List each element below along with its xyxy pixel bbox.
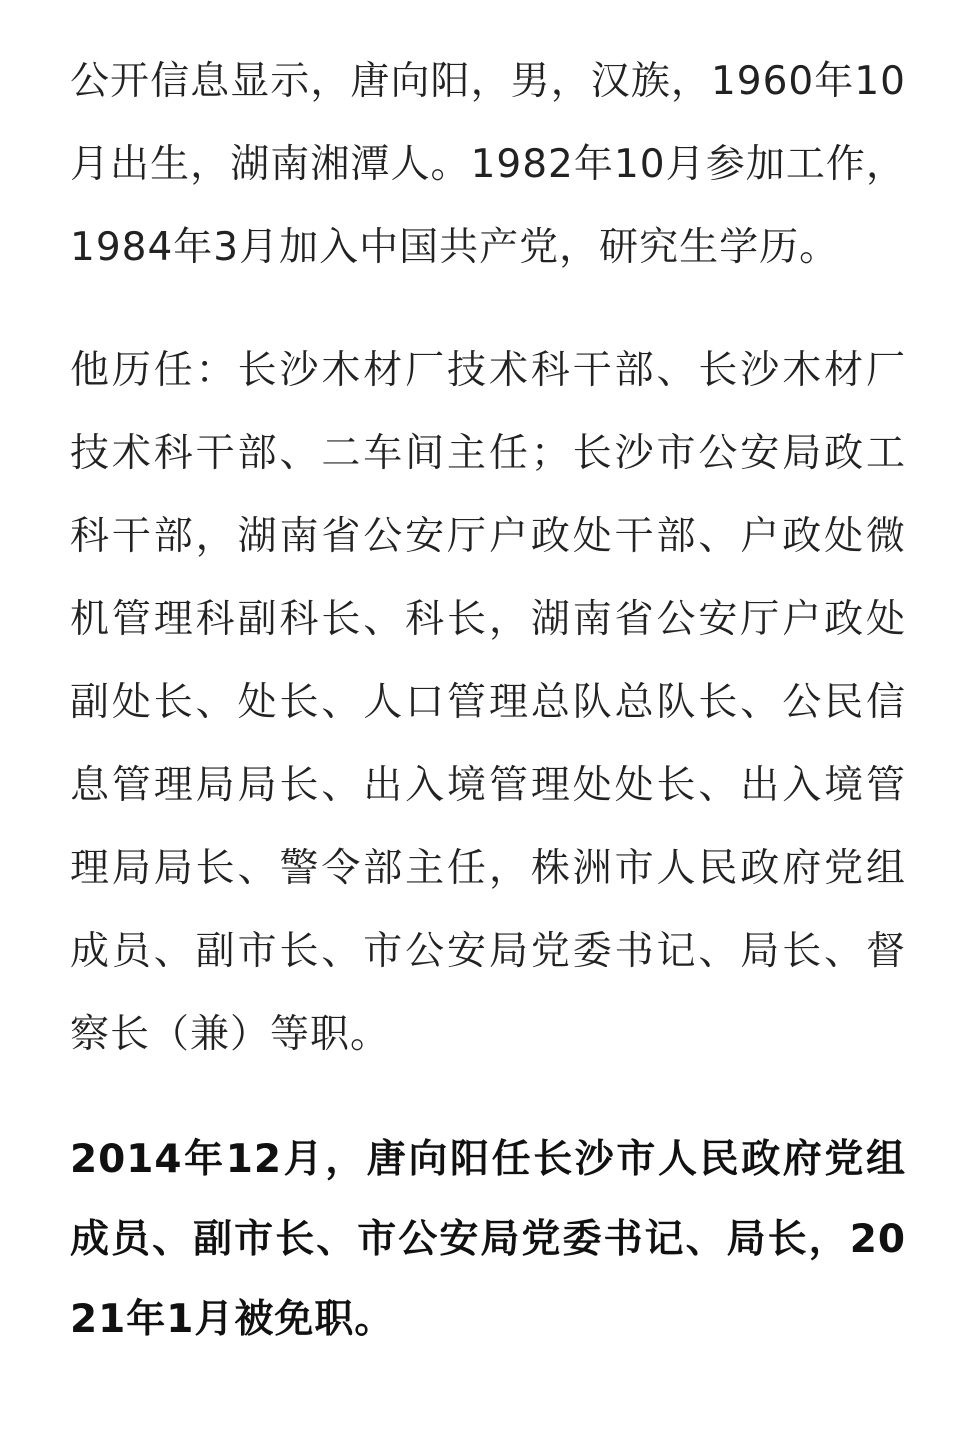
paragraph-dismissal: 2014年12月，唐向阳任长沙市人民政府党组成员、副市长、市公安局党委书记、局长，2021年1月被免职。	[70, 1137, 906, 1342]
article-body	[70, 40, 906, 1360]
paragraph-career-history: 他历任：长沙木材厂技术科干部、长沙木材厂技术科干部、二车间主任；长沙市公安局政工科干部，湖南省公安厅户政处干部、户政处微机管理科副科长、科长，湖南省公安厅户政处副处长、处长、人口管理总队总队长、公民信息管理局局长、出入境管理处处长、出入境管理局局长、警令部主任，株洲市人民政府党组成员、副市长、市公安局党委书记、局长、督察长（兼）等职。	[70, 348, 906, 1057]
paragraph-biography: 公开信息显示，唐向阳，男，汉族，1960年10月出生，湖南湘潭人。1982年10月参加工作，1984年3月加入中国共产党，研究生学历。	[70, 59, 906, 270]
